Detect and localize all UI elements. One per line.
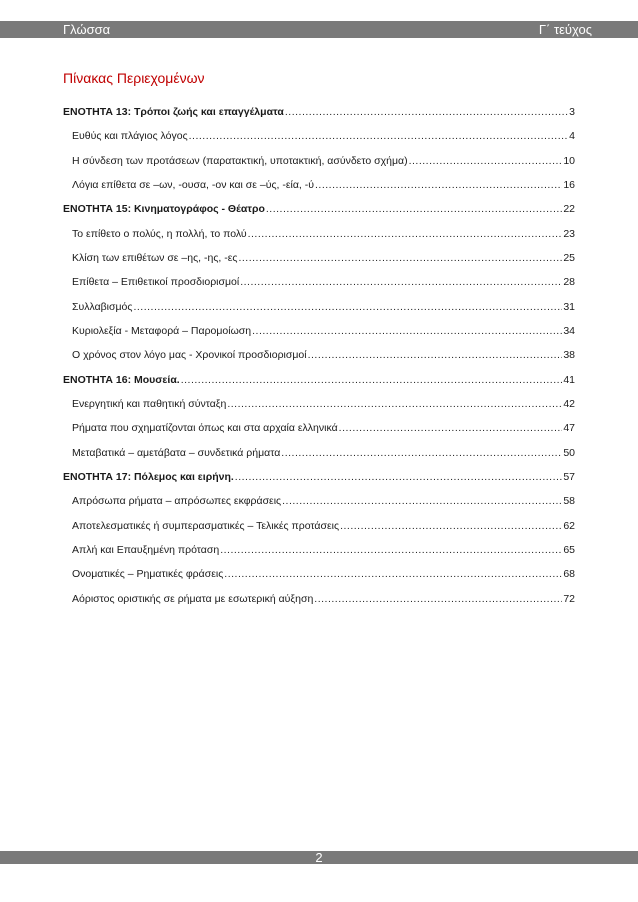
toc-entry-title: Κλίση των επιθέτων σε –ης, -ης, -ες [72,251,238,264]
footer-bar [0,851,638,864]
toc-entry[interactable] [63,495,575,519]
toc-entry[interactable] [63,568,575,592]
toc-leader-dots [238,252,562,264]
toc-leader-dots [133,301,562,313]
toc-entry-title: Αποτελεσματικές ή συμπερασματικές – Τελικές προτάσεις [72,519,340,532]
toc-entry-page: 34 [563,324,575,337]
toc-leader-dots [181,374,563,386]
toc-entry-title: Απλή και Επαυξημένη πρόταση [72,543,220,556]
toc-entry-page: 42 [563,397,575,410]
toc-leader-dots [240,276,562,288]
toc-entry-title: Κυριολεξία - Μεταφορά – Παρομοίωση [72,324,252,337]
toc-leader-dots [281,447,562,459]
toc-leader-dots [266,203,562,215]
toc-leader-dots [227,398,562,410]
toc-entry-page: 62 [563,519,575,532]
toc-entry[interactable] [63,447,575,471]
toc-entry[interactable] [63,544,575,568]
toc-leader-dots [189,130,569,142]
toc-entry[interactable] [63,301,575,325]
toc-entry-page: 72 [563,592,575,605]
toc-entry-page: 31 [563,300,575,313]
table-of-contents [63,106,575,617]
toc-entry[interactable] [63,593,575,617]
toc-leader-dots [220,544,562,556]
toc-entry-page: 16 [563,178,575,191]
toc-entry-title: Μεταβατικά – αμετάβατα – συνδετικά ρήματα [72,446,281,459]
toc-section-entry[interactable] [63,203,575,227]
toc-leader-dots [252,325,562,337]
toc-entry[interactable] [63,349,575,373]
toc-leader-dots [340,520,562,532]
toc-entry[interactable] [63,179,575,203]
toc-section-entry[interactable] [63,374,575,398]
toc-leader-dots [235,471,563,483]
toc-entry-title: Συλλαβισμός [72,300,133,313]
toc-entry-title: ΕΝΟΤΗΤΑ 15: Κινηματογράφος - Θέατρο [63,203,265,216]
toc-entry-page: 4 [569,130,575,143]
header-subject: Γλώσσα [63,22,111,37]
toc-entry-page: 47 [563,422,575,435]
toc-entry[interactable] [63,130,575,154]
toc-leader-dots [248,228,563,240]
toc-entry-title: Ευθύς και πλάγιος λόγος [72,130,188,143]
toc-title: Πίνακας Περιεχομένων [63,70,205,86]
toc-entry-page: 38 [563,349,575,362]
toc-leader-dots [409,155,563,167]
toc-entry-title: Ρήματα που σχηματίζονται όπως και στα αρχαία ελληνικά [72,422,338,435]
toc-entry-page: 3 [569,106,575,118]
toc-entry-title: Η σύνδεση των προτάσεων (παρατακτική, υποτακτική, ασύνδετο σχήμα) [72,154,408,167]
toc-entry[interactable] [63,276,575,300]
header-volume: Γ΄ τεύχος [538,22,592,37]
toc-entry-title: Λόγια επίθετα σε –ων, -ουσα, -ον και σε –ύς, -εία, -ύ [72,178,315,191]
toc-entry-page: 41 [563,373,575,386]
toc-section-entry[interactable] [63,106,575,130]
toc-leader-dots [224,568,562,580]
toc-entry-title: Αόριστος οριστικής σε ρήματα με εσωτερική αύξηση [72,592,314,605]
toc-entry-page: 25 [563,251,575,264]
toc-entry-title: ΕΝΟΤΗΤΑ 13: Τρόποι ζωής και επαγγέλματα [63,106,284,118]
toc-entry-title: Επίθετα – Επιθετικοί προσδιορισμοί [72,276,240,289]
toc-entry-page: 50 [563,446,575,459]
toc-leader-dots [315,179,562,191]
toc-entry-page: 22 [563,203,575,216]
toc-entry[interactable] [63,155,575,179]
toc-entry[interactable] [63,228,575,252]
header-bar [0,21,638,38]
toc-entry[interactable] [63,398,575,422]
toc-leader-dots [282,495,562,507]
toc-entry[interactable] [63,252,575,276]
toc-leader-dots [308,349,563,361]
toc-leader-dots [285,106,568,118]
toc-entry-page: 23 [563,227,575,240]
toc-entry-title: ΕΝΟΤΗΤΑ 17: Πόλεμος και ειρήνη. [63,470,234,483]
toc-entry-title: ΕΝΟΤΗΤΑ 16: Μουσεία. [63,373,180,386]
toc-entry-page: 10 [563,154,575,167]
toc-entry-page: 57 [563,470,575,483]
toc-entry-page: 58 [563,495,575,508]
toc-section-entry[interactable] [63,471,575,495]
toc-entry-title: Ονοματικές – Ρηματικές φράσεις [72,568,224,581]
toc-entry-title: Ενεργητική και παθητική σύνταξη [72,397,227,410]
page-number: 2 [315,850,323,865]
toc-entry-title: Ο χρόνος στον λόγο μας - Χρονικοί προσδιορισμοί [72,349,307,362]
toc-entry[interactable] [63,325,575,349]
toc-entry[interactable] [63,422,575,446]
toc-leader-dots [339,422,563,434]
toc-entry[interactable] [63,520,575,544]
toc-entry-page: 68 [563,568,575,581]
toc-entry-title: Απρόσωπα ρήματα – απρόσωπες εκφράσεις [72,495,282,508]
toc-entry-page: 28 [563,276,575,289]
toc-entry-page: 65 [563,543,575,556]
toc-leader-dots [314,593,562,605]
toc-entry-title: Το επίθετο ο πολύς, η πολλή, το πολύ [72,227,247,240]
